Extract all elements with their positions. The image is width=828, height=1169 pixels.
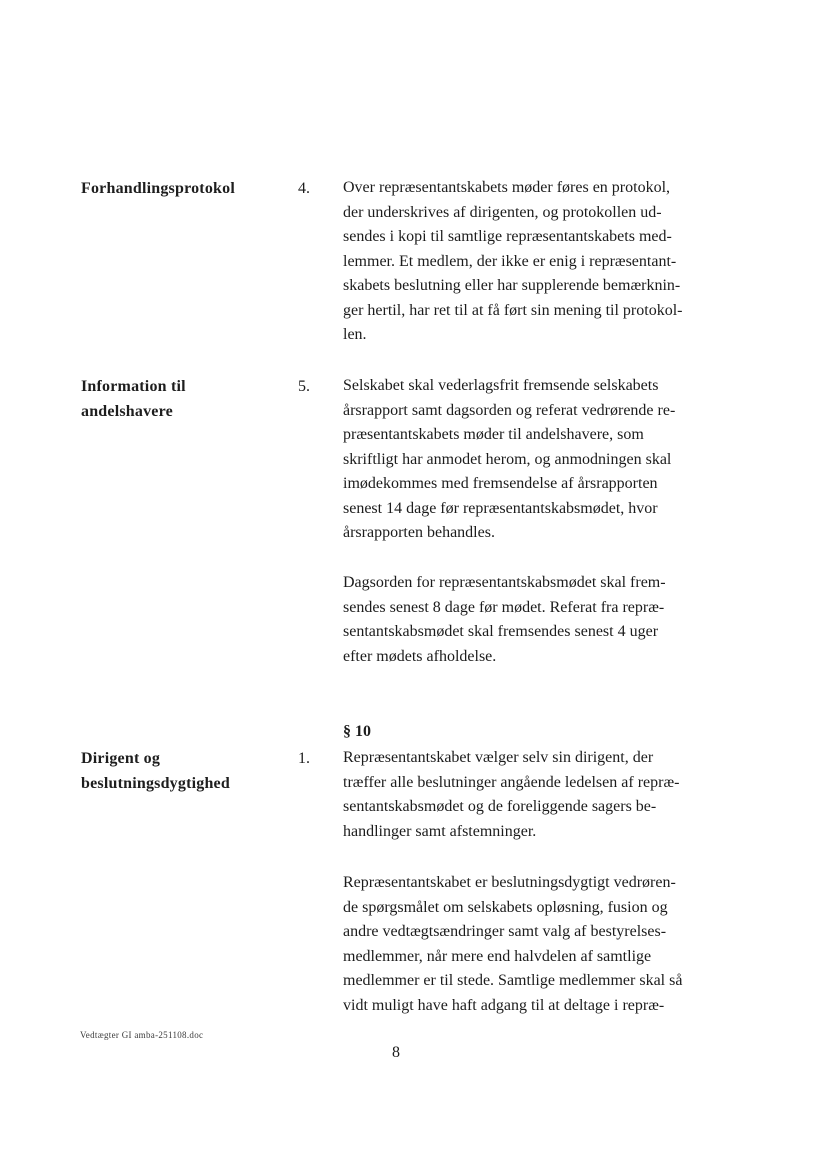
text-line: medlemmer er til stede. Samtlige medlemmer skal så <box>343 972 683 989</box>
text-line: Dagsorden for repræsentantskabsmødet skal frem- <box>343 574 666 591</box>
side-heading-forhandlingsprotokol <box>81 176 235 201</box>
text-line: sentantskabsmødet skal fremsendes senest 4 uger <box>343 623 659 640</box>
text-line: len. <box>343 326 367 343</box>
heading-line: Information til <box>81 378 186 395</box>
text-line: præsentantskabets møder til andelshavere, som <box>343 426 644 443</box>
paragraph <box>343 871 733 1018</box>
clause-number: 4. <box>298 180 310 197</box>
heading-line: Dirigent og <box>81 750 161 767</box>
text-line: årsrapport samt dagsorden og referat vedrørende re- <box>343 401 676 419</box>
text-line: lemmer. Et medlem, der ikke er enig i repræsentant- <box>343 252 677 270</box>
clause-number: 1. <box>298 750 310 767</box>
text-line: efter mødets afholdelse. <box>343 647 497 665</box>
side-heading-information-til-andelshavere <box>81 374 186 424</box>
text-line: sendes i kopi til samtlige repræsentantskabets med- <box>343 228 672 245</box>
clause-number: 5. <box>298 378 310 395</box>
footer-filename: Vedtægter GI amba-251108.doc <box>80 1030 204 1040</box>
text-line: der underskrives af dirigenten, og protokollen ud- <box>343 203 662 221</box>
text-line: Repræsentantskabet er beslutningsdygtigt vedrøren- <box>343 874 676 891</box>
text-line: handlinger samt afstemninger. <box>343 822 537 840</box>
heading-line: Forhandlingsprotokol <box>81 180 235 197</box>
text-line: vidt muligt have haft adgang til at deltage i repræ- <box>343 996 665 1014</box>
section-mark: § 10 <box>343 723 371 740</box>
text-line: skabets beslutning eller har supplerende bemærknin- <box>343 277 681 294</box>
text-line: årsrapporten behandles. <box>343 524 495 541</box>
paragraph <box>343 374 733 546</box>
text-line: sendes senest 8 dage før mødet. Referat fra repræ- <box>343 598 665 616</box>
heading-line: andelshavere <box>81 403 173 420</box>
text-line: senest 14 dage før repræsentantskabsmødet, hvor <box>343 499 658 517</box>
side-heading-dirigent-og-beslutningsdygtighed <box>81 746 230 796</box>
text-line: medlemmer, når mere end halvdelen af samtlige <box>343 947 652 965</box>
text-line: andre vedtægtsændringer samt valg af bestyrelses- <box>343 923 667 940</box>
page-number: 8 <box>392 1044 400 1061</box>
text-line: Over repræsentantskabets møder føres en protokol, <box>343 179 671 196</box>
text-line: ger hertil, har ret til at få ført sin mening til protokol- <box>343 301 683 319</box>
text-line: sentantskabsmødet og de foreliggende sagers be- <box>343 798 657 815</box>
text-line: imødekommes med fremsendelse af årsrapporten <box>343 475 658 492</box>
text-line: Selskabet skal vederlagsfrit fremsende selskabets <box>343 377 659 394</box>
text-line: træffer alle beslutninger angående ledelsen af repræ- <box>343 773 680 791</box>
paragraph <box>343 176 733 348</box>
paragraph <box>343 571 733 669</box>
heading-line: beslutningsdygtighed <box>81 775 230 792</box>
text-line: de spørgsmålet om selskabets opløsning, fusion og <box>343 898 668 916</box>
paragraph <box>343 746 733 844</box>
text-line: skriftligt har anmodet herom, og anmodningen skal <box>343 450 672 468</box>
text-line: Repræsentantskabet vælger selv sin dirigent, der <box>343 749 654 766</box>
